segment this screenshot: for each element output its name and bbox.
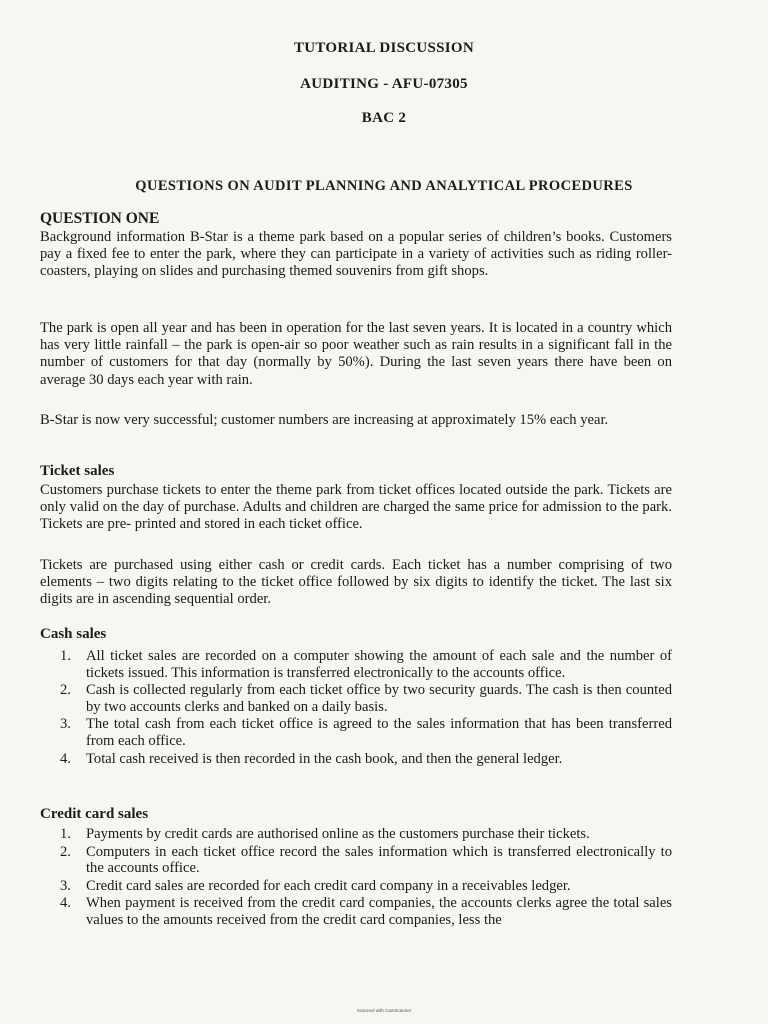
list-number: 1.	[60, 648, 71, 664]
list-number: 3.	[60, 877, 71, 894]
list-number: 1.	[60, 826, 71, 842]
class-label: BAC 2	[361, 110, 407, 126]
list-item	[40, 895, 672, 928]
paragraph-success: B-Star is now very successful; customer numbers are increasing at approximately 15% each year.	[40, 412, 609, 428]
list-item	[40, 751, 672, 768]
list-number: 4.	[60, 750, 71, 767]
list-text: Total cash received is then recorded in the cash book, and then the general ledger.	[86, 750, 563, 767]
paragraph-background: Background information B-Star is a theme park based on a popular series of children’s books. Customers pay a fixed fee to enter the park, where they can participate in a variety of activities such as riding roller-coasters, playing on slides and purchasing themed souvenirs from gift shops.	[40, 229, 672, 280]
list-number: 3.	[60, 716, 71, 733]
paragraph-ticket-offices: Customers purchase tickets to enter the theme park from ticket offices located outside the park. Tickets are only valid on the day of purchase. Adults and children are charged the same price for admission to the park. Tickets are pre- printed and stored in each ticket office.	[40, 482, 672, 533]
question-heading: QUESTION ONE	[40, 210, 160, 227]
list-item	[40, 878, 672, 895]
list-item	[40, 716, 672, 749]
list-item	[40, 826, 672, 843]
paragraph-ticket-numbers: Tickets are purchased using either cash or credit cards. Each ticket has a number comprising of two elements – two digits relating to the ticket office followed by six digits to identify the ticket. The last six digits are in ascending sequential order.	[40, 557, 672, 608]
list-item	[40, 844, 672, 877]
cash-sales-list	[40, 648, 672, 768]
list-number: 2.	[60, 843, 71, 860]
paragraph-operations: The park is open all year and has been in operation for the last seven years. It is located in a country which has very little rainfall – the park is open-air so poor weather such as rain results in a significant fall in the number of customers for that day (normally by 50%). During the last seven years there have been on average 30 days each year with rain.	[40, 320, 672, 388]
list-text: When payment is received from the credit card companies, the accounts clerks agree the total sales values to the amounts received from the credit card companies, less the	[86, 895, 672, 928]
list-text: The total cash from each ticket office is agreed to the sales information that has been transferred from each office.	[86, 716, 672, 749]
credit-card-sales-list	[40, 826, 672, 930]
document-title: TUTORIAL DISCUSSION	[293, 40, 475, 56]
cash-sales-heading: Cash sales	[40, 626, 107, 642]
list-text: Credit card sales are recorded for each credit card company in a receivables ledger.	[86, 877, 571, 894]
ticket-sales-heading: Ticket sales	[40, 463, 115, 479]
scanner-watermark: Scanned with CamScanner	[356, 1008, 412, 1013]
list-text: Cash is collected regularly from each ticket office by two security guards. The cash is then counted by two accounts clerks and banked on a daily basis.	[86, 682, 672, 715]
list-text: Computers in each ticket office record the sales information which is transferred electronically to the accounts office.	[86, 843, 672, 877]
list-text: Payments by credit cards are authorised online as the customers purchase their tickets.	[86, 826, 590, 842]
list-item	[40, 648, 672, 681]
list-item	[40, 682, 672, 715]
course-code: AUDITING - AFU-07305	[300, 76, 468, 92]
section-subtitle: QUESTIONS ON AUDIT PLANNING AND ANALYTICAL PROCEDURES	[135, 178, 633, 194]
list-text: All ticket sales are recorded on a computer showing the amount of each sale and the number of tickets issued. This information is transferred electronically to the accounts office.	[86, 648, 672, 681]
list-number: 4.	[60, 895, 71, 912]
credit-card-sales-heading: Credit card sales	[40, 806, 149, 822]
list-number: 2.	[60, 682, 71, 699]
